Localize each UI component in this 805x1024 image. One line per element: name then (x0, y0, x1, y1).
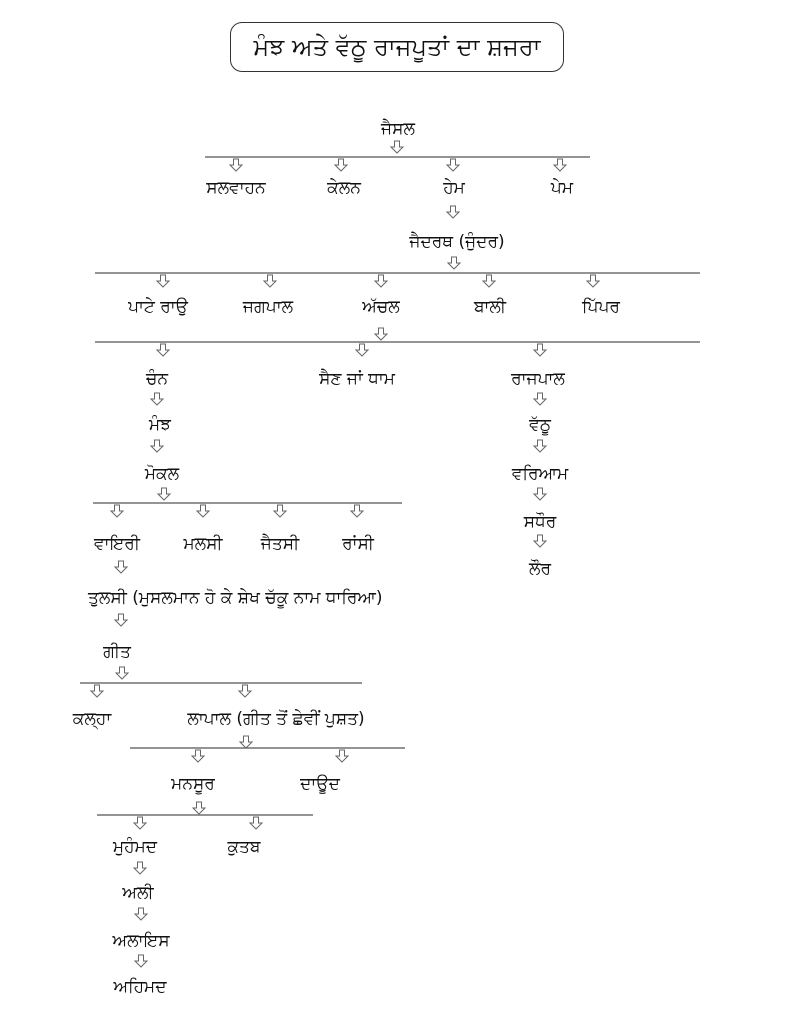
down-arrow-icon (534, 344, 546, 356)
node-ahmad: ਅਹਿਮਦ (113, 977, 167, 997)
node-manjh: ਮੰਝ (149, 415, 171, 435)
down-arrow-icon (158, 488, 170, 500)
connector-arrows (91, 141, 599, 967)
node-daud: ਦਾਊਦ (300, 774, 340, 794)
node-tulsi: ਤੁਲਸੀ (ਮੁਸਲਮਾਨ ਹੋ ਕੇ ਸ਼ੇਖ ਚੱਕੂ ਨਾਮ ਧਾਰਿਆ) (88, 588, 383, 608)
down-arrow-icon (240, 736, 252, 748)
down-arrow-icon (135, 908, 147, 920)
down-arrow-icon (375, 328, 387, 340)
down-arrow-icon (91, 685, 103, 697)
node-mokal: ਮੋਕਲ (144, 464, 180, 484)
node-sadhaur: ਸਧੌਰ (523, 512, 557, 532)
node-chann: ਚੰਨ (145, 369, 169, 389)
down-arrow-icon (230, 159, 242, 171)
down-arrow-icon (447, 159, 459, 171)
down-arrow-icon (274, 505, 286, 517)
diagram-title: ਮੰਝ ਅਤੇ ਵੱਠੂ ਰਾਜਪੂਤਾਂ ਦਾ ਸ਼ਜਰਾ (230, 22, 564, 72)
down-arrow-icon (587, 275, 599, 287)
down-arrow-icon (447, 206, 459, 218)
node-ransi: ਰਾਂਸੀ (342, 534, 374, 554)
down-arrow-icon (534, 440, 546, 452)
down-arrow-icon (115, 561, 127, 573)
node-pem: ਪੇਮ (550, 178, 574, 198)
down-arrow-icon (351, 505, 363, 517)
down-arrow-icon (534, 488, 546, 500)
down-arrow-icon (134, 817, 146, 829)
down-arrow-icon (115, 614, 127, 626)
node-jagpal: ਜਗਪਾਲ (242, 297, 294, 317)
node-achal: ਅੱਚਲ (362, 297, 400, 317)
down-arrow-icon (483, 275, 495, 287)
node-hem: ਹੇਮ (443, 178, 465, 198)
down-arrow-icon (534, 393, 546, 405)
node-variam: ਵਰਿਆਮ (511, 464, 569, 484)
down-arrow-icon (239, 685, 251, 697)
node-mansur: ਮਨਸੂਰ (171, 774, 215, 794)
down-arrow-icon (448, 257, 460, 269)
down-arrow-icon (157, 275, 169, 287)
down-arrow-icon (264, 275, 276, 287)
down-arrow-icon (250, 817, 262, 829)
node-malsi: ਮਲਸੀ (183, 534, 223, 554)
node-jaidrath: ਜੈਦਰਥ (ਜੁੰਦਰ) (409, 232, 505, 252)
connector-lines (80, 157, 700, 815)
down-arrow-icon (192, 750, 204, 762)
node-salvahan: ਸਲਵਾਹਨ (206, 178, 266, 198)
down-arrow-icon (534, 535, 546, 547)
node-bali: ਬਾਲੀ (473, 297, 507, 317)
node-lapal: ਲਾਪਾਲ (ਗੀਤ ਤੋਂ ਛੇਵੀਂ ਪੁਸ਼ਤ) (187, 709, 365, 729)
node-muhammad: ਮੁਹੰਮਦ (112, 837, 158, 857)
node-vatthu: ਵੱਠੂ (529, 415, 551, 435)
node-sain: ਸੈਣ ਜਾਂ ਧਾਮ (319, 369, 395, 389)
node-kala: ਕਲ੍ਹਾ (72, 709, 112, 729)
down-arrow-icon (356, 344, 368, 356)
node-geet: ਗੀਤ (103, 642, 131, 662)
down-arrow-icon (391, 141, 403, 153)
node-laur: ਲੌਰ (528, 559, 552, 579)
node-jaisal: ਜੈਸਲ (381, 119, 415, 139)
node-vairi: ਵਾਇਰੀ (94, 534, 140, 554)
down-arrow-icon (135, 955, 147, 967)
down-arrow-icon (116, 667, 128, 679)
down-arrow-icon (335, 159, 347, 171)
node-pate-rao: ਪਾਟੇ ਰਾਉ (128, 297, 188, 317)
down-arrow-icon (151, 393, 163, 405)
down-arrow-icon (157, 344, 169, 356)
node-pipar: ਪਿੱਪਰ (582, 297, 620, 317)
node-jaitsi: ਜੈਤਸੀ (260, 534, 300, 554)
down-arrow-icon (111, 505, 123, 517)
node-kutab: ਕੁਤਬ (227, 837, 261, 857)
down-arrow-icon (151, 440, 163, 452)
down-arrow-icon (554, 159, 566, 171)
node-alais: ਅਲਾਇਸ (112, 931, 170, 951)
down-arrow-icon (375, 275, 387, 287)
down-arrow-icon (336, 750, 348, 762)
node-ali: ਅਲੀ (122, 883, 154, 903)
down-arrow-icon (193, 802, 205, 814)
node-kelan: ਕੇਲਨ (327, 178, 361, 198)
node-rajpal: ਰਾਜਪਾਲ (511, 369, 565, 389)
down-arrow-icon (197, 505, 209, 517)
down-arrow-icon (134, 862, 146, 874)
